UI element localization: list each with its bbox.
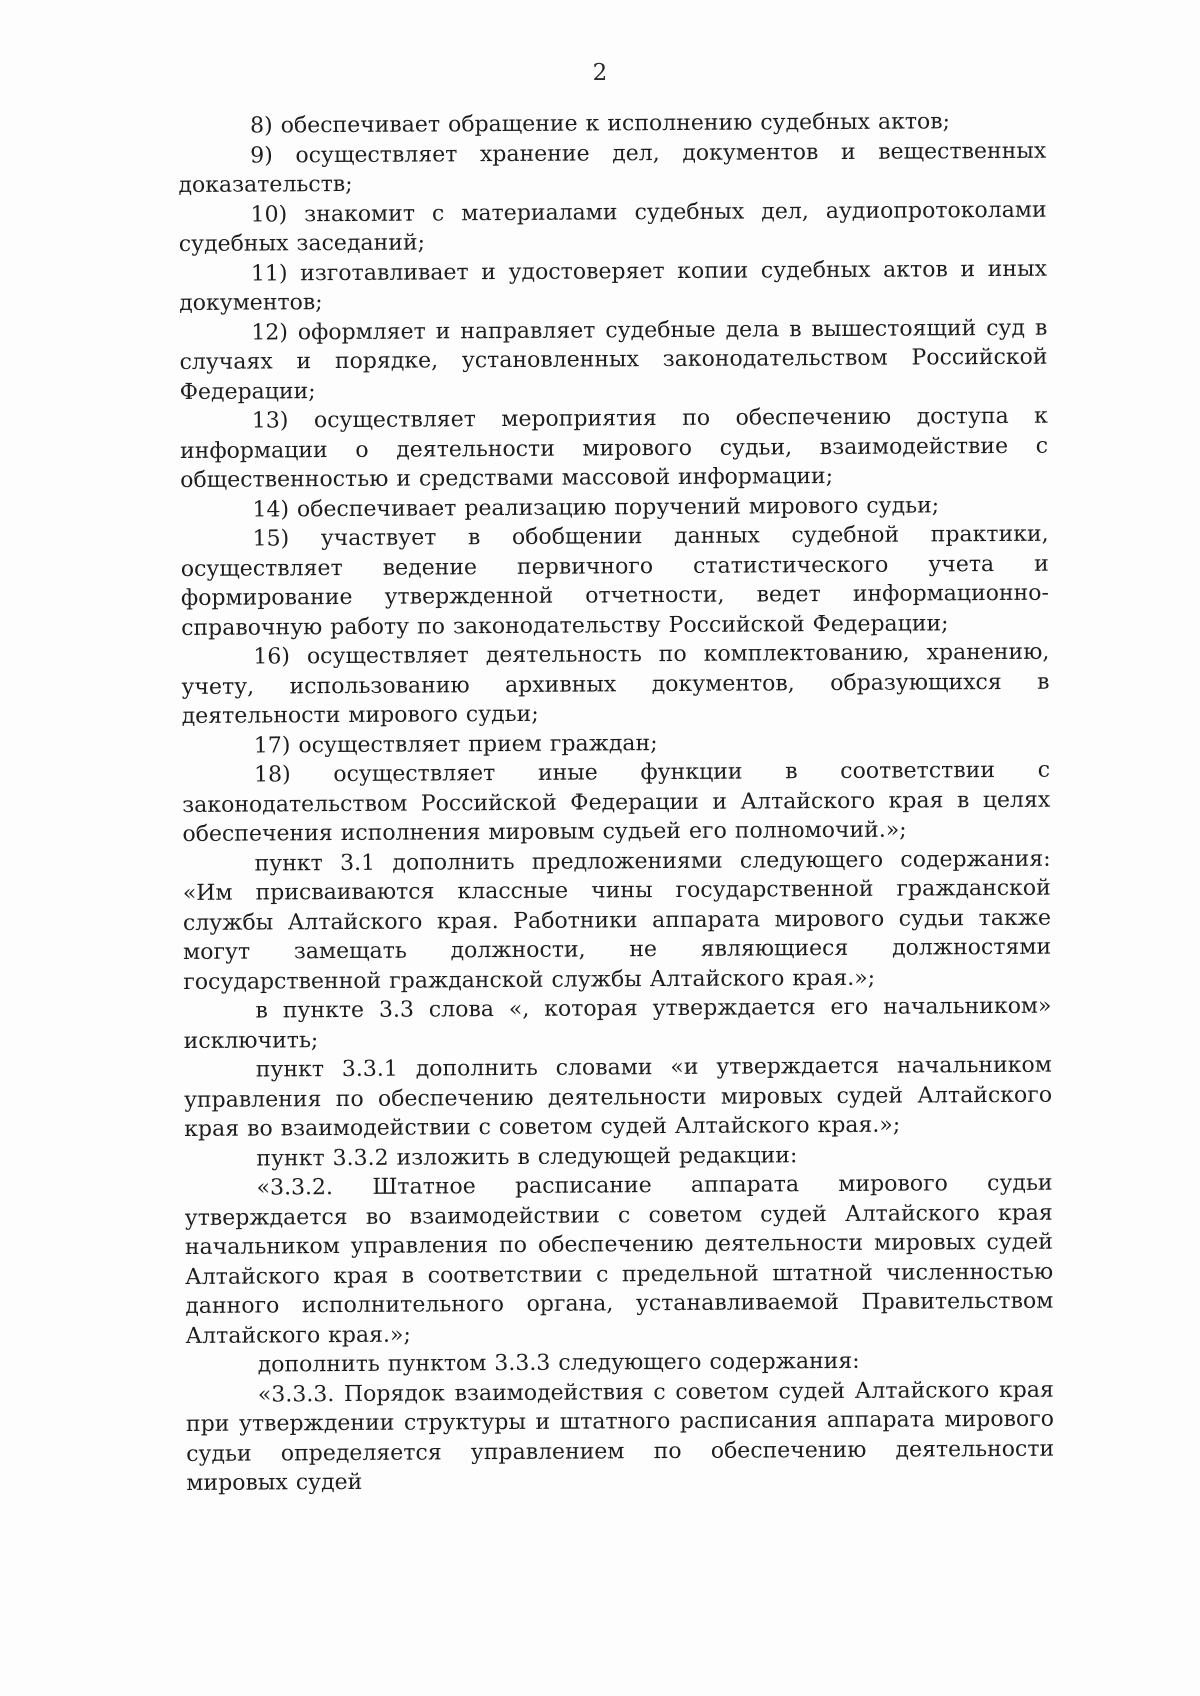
paragraph-clause-3-3-1: пункт 3.3.1 дополнить словами «и утверждается начальником управления по обеспечению деятельности мировых судей Алтайского края во взаимодействии с советом судей Алтайского края.»; (183, 1052, 1053, 1142)
paragraph-clause-3-3-2-intro: пункт 3.3.2 изложить в следующей редакции: (256, 1142, 798, 1172)
paragraph-clause-3-3-3-intro: дополнить пунктом 3.3.3 следующего содержания: (257, 1348, 860, 1378)
paragraph-clause-3-3-3-text: «3.3.3. Порядок взаимодействия с советом судей Алтайского края при утверждении структуры и штатного расписания аппарата мирового судьи определяется управлением по обеспечению деятельности мировых судей (185, 1377, 1055, 1496)
paragraph-item-17: 17) осуществляет прием граждан; (253, 730, 658, 759)
paragraph-item-18: 18) осуществляет иные функции в соответствии с законодательством Российской Федерации и Алтайского края в целях обеспечения исполнения мировым судьей его полномочий.»; (182, 757, 1051, 847)
document-body (178, 107, 1054, 1499)
paragraph-item-12: 12) оформляет и направляет судебные дела в вышестоящий суд в случаях и порядке, установленных законодательством Российской Федерации; (179, 315, 1048, 405)
paragraph-item-15: 15) участвует в обобщении данных судебной практики, осуществляет ведение первичного статистического учета и формирование утвержденной отчетности, ведет информационно-справочную работу по законодательству Российской Федерации; (180, 521, 1050, 641)
paragraph-item-16: 16) осуществляет деятельность по комплектованию, хранению, учету, использованию архивных документов, образующихся в деятельности мирового судьи; (181, 639, 1050, 729)
paragraph-clause-3-1: пункт 3.1 дополнить предложениями следующего содержания: «Им присваиваются классные чины государственной гражданской службы Алтайского края. Работники аппарата мирового судьи также могут замещать должности, не являющиеся должностями государственной гражданской службы Алтайского края.»; (182, 846, 1052, 995)
paragraph-item-9: 9) осуществляет хранение дел, документов и вещественных доказательств; (178, 138, 1047, 198)
paragraph-item-8: 8) обеспечивает обращение к исполнению судебных актов; (250, 109, 951, 139)
paragraph-item-13: 13) осуществляет мероприятия по обеспечению доступа к информации о деятельности мирового судьи, взаимодействие с общественностью и средствами массовой информации; (179, 403, 1049, 493)
paragraph-item-10: 10) знакомит с материалами судебных дел, аудиопротоколами судебных заседаний; (178, 197, 1047, 257)
page-number: 2 (592, 60, 608, 86)
paragraph-clause-3-3: в пункте 3.3 слова «, которая утверждается его начальником» исключить; (183, 993, 1052, 1054)
paragraph-item-11: 11) изготавливает и удостоверяет копии судебных актов и иных документов; (179, 256, 1048, 316)
paragraph-item-14: 14) обеспечивает реализацию поручений мирового судьи; (252, 492, 940, 523)
paragraph-clause-3-3-2-text: «3.3.2. Штатное расписание аппарата мирового судьи утверждается во взаимодействии с советом судей Алтайского края начальником управления по обеспечению деятельности мировых судей Алтайского края в соответствии с предельной штатной численностью данного исполнительного органа, устанавливаемой Правительством Алтайского края.»; (184, 1170, 1054, 1349)
